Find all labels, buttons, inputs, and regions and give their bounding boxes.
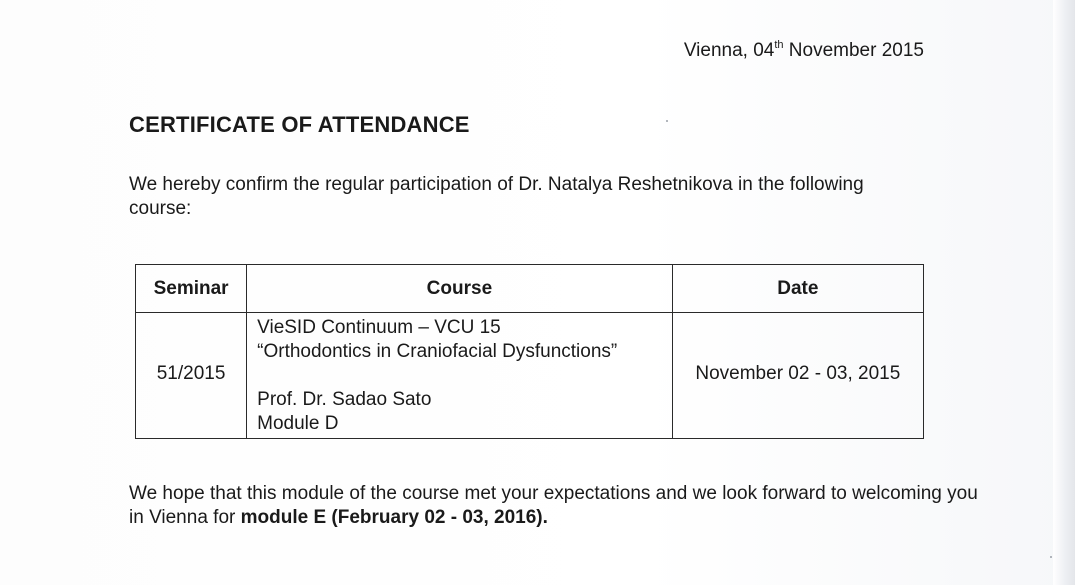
course-table	[135, 264, 924, 439]
scan-speck	[666, 120, 668, 122]
course-module: Module D	[257, 412, 339, 434]
header-course: Course	[247, 265, 673, 313]
closing-paragraph	[129, 482, 989, 530]
scan-edge	[1053, 0, 1075, 585]
course-subtitle: “Orthodontics in Craniofacial Dysfunctions”	[257, 340, 618, 362]
intro-paragraph: We hereby confirm the regular participation of Dr. Natalya Reshetnikova in the following course:	[129, 174, 864, 219]
cell-date: November 02 - 03, 2015	[672, 313, 923, 439]
table-row	[136, 313, 924, 439]
header-seminar: Seminar	[136, 265, 247, 313]
cell-seminar: 51/2015	[136, 313, 247, 439]
certificate-title: CERTIFICATE OF ATTENDANCE	[129, 112, 470, 137]
header-date: Date	[672, 265, 923, 313]
place-date-suffix: November 2015	[783, 40, 924, 61]
place-date-ordinal: th	[774, 39, 784, 51]
cell-course	[247, 313, 673, 439]
scan-speck	[1050, 556, 1052, 558]
closing-text: We hope that this module of the course met your expectations and we look forward to welcoming you in Vienna for	[129, 483, 978, 528]
place-date	[684, 40, 924, 62]
table-header-row	[136, 265, 924, 313]
course-instructor: Prof. Dr. Sadao Sato	[257, 388, 432, 410]
closing-next-module: module E (February 02 - 03, 2016).	[240, 507, 548, 528]
place-date-prefix: Vienna, 04	[683, 40, 775, 61]
course-name: VieSID Continuum – VCU 15	[257, 316, 501, 338]
